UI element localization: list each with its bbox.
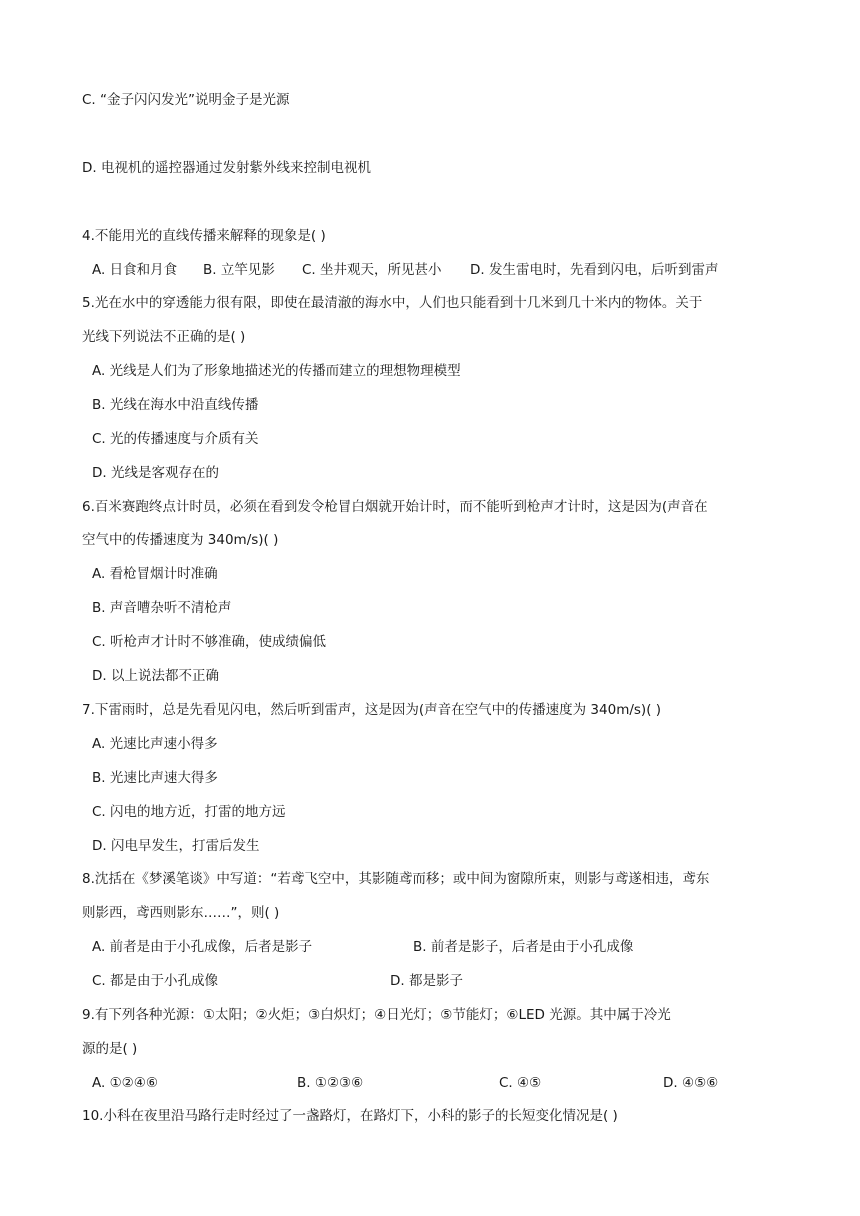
q7-option-c: C. 闪电的地方近，打雷的地方远	[92, 804, 286, 820]
q8-option-a: A. 前者是由于小孔成像，后者是影子	[92, 939, 313, 955]
q4-option-d: D. 发生雷电时，先看到闪电，后听到雷声	[470, 262, 719, 278]
q5-option-a: A. 光线是人们为了形象地描述光的传播而建立的理想物理模型	[92, 363, 461, 379]
q3-option-c: C. “金子闪闪发光”说明金子是光源	[82, 92, 290, 108]
q4-option-c: C. 坐井观天，所见甚小	[302, 262, 442, 278]
q9-option-d: D. ④⑤⑥	[663, 1075, 719, 1091]
q8-option-b: B. 前者是影子，后者是由于小孔成像	[413, 939, 634, 955]
q4-option-a: A. 日食和月食	[92, 262, 178, 278]
q7-option-d: D. 闪电早发生，打雷后发生	[92, 838, 260, 854]
q8-option-d: D. 都是影子	[390, 973, 463, 989]
q4-option-b: B. 立竿见影	[203, 262, 275, 278]
q5-option-d: D. 光线是客观存在的	[92, 465, 219, 481]
q9-stem-line-1: 9.有下列各种光源：①太阳；②火炬；③白炽灯；④日光灯；⑤节能灯；⑥LED 光源。其中属于冷光	[82, 1007, 671, 1023]
q8-stem-line-2: 则影西，鸢西则影东……”，则( )	[82, 905, 280, 921]
q6-option-b: B. 声音嘈杂听不清枪声	[92, 600, 232, 616]
q8-stem-line-1: 8.沈括在《梦溪笔谈》中写道：“若鸢飞空中，其影随鸢而移；或中间为窗隙所束，则影与鸢遂相违，鸢东	[82, 871, 710, 887]
q10-stem: 10.小科在夜里沿马路行走时经过了一盏路灯，在路灯下，小科的影子的长短变化情况是( )	[82, 1108, 618, 1124]
q7-option-a: A. 光速比声速小得多	[92, 736, 218, 752]
q5-option-c: C. 光的传播速度与介质有关	[92, 431, 259, 447]
q6-option-d: D. 以上说法都不正确	[92, 668, 219, 684]
q6-option-c: C. 听枪声才计时不够准确，使成绩偏低	[92, 634, 327, 650]
q5-stem-line-1: 5.光在水中的穿透能力很有限，即使在最清澈的海水中，人们也只能看到十几米到几十米内的物体。关于	[82, 295, 703, 311]
q7-stem: 7.下雷雨时，总是先看见闪电，然后听到雷声，这是因为(声音在空气中的传播速度为 340m/s)( )	[82, 702, 662, 718]
q9-option-a: A. ①②④⑥	[92, 1075, 158, 1091]
q9-option-c: C. ④⑤	[499, 1075, 542, 1091]
q4-stem: 4.不能用光的直线传播来解释的现象是( )	[82, 228, 326, 244]
q6-stem-line-2: 空气中的传播速度为 340m/s)( )	[82, 532, 279, 548]
q9-stem-line-2: 源的是( )	[82, 1041, 138, 1057]
q8-option-c: C. 都是由于小孔成像	[92, 973, 219, 989]
q6-stem-line-1: 6.百米赛跑终点计时员，必须在看到发令枪冒白烟就开始计时，而不能听到枪声才计时，这是因为(声音在	[82, 499, 708, 515]
q5-stem-line-2: 光线下列说法不正确的是( )	[82, 329, 246, 345]
q6-option-a: A. 看枪冒烟计时准确	[92, 566, 218, 582]
q7-option-b: B. 光速比声速大得多	[92, 770, 218, 786]
q3-option-d: D. 电视机的遥控器通过发射紫外线来控制电视机	[82, 160, 371, 176]
q5-option-b: B. 光线在海水中沿直线传播	[92, 397, 259, 413]
q9-option-b: B. ①②③⑥	[297, 1075, 364, 1091]
